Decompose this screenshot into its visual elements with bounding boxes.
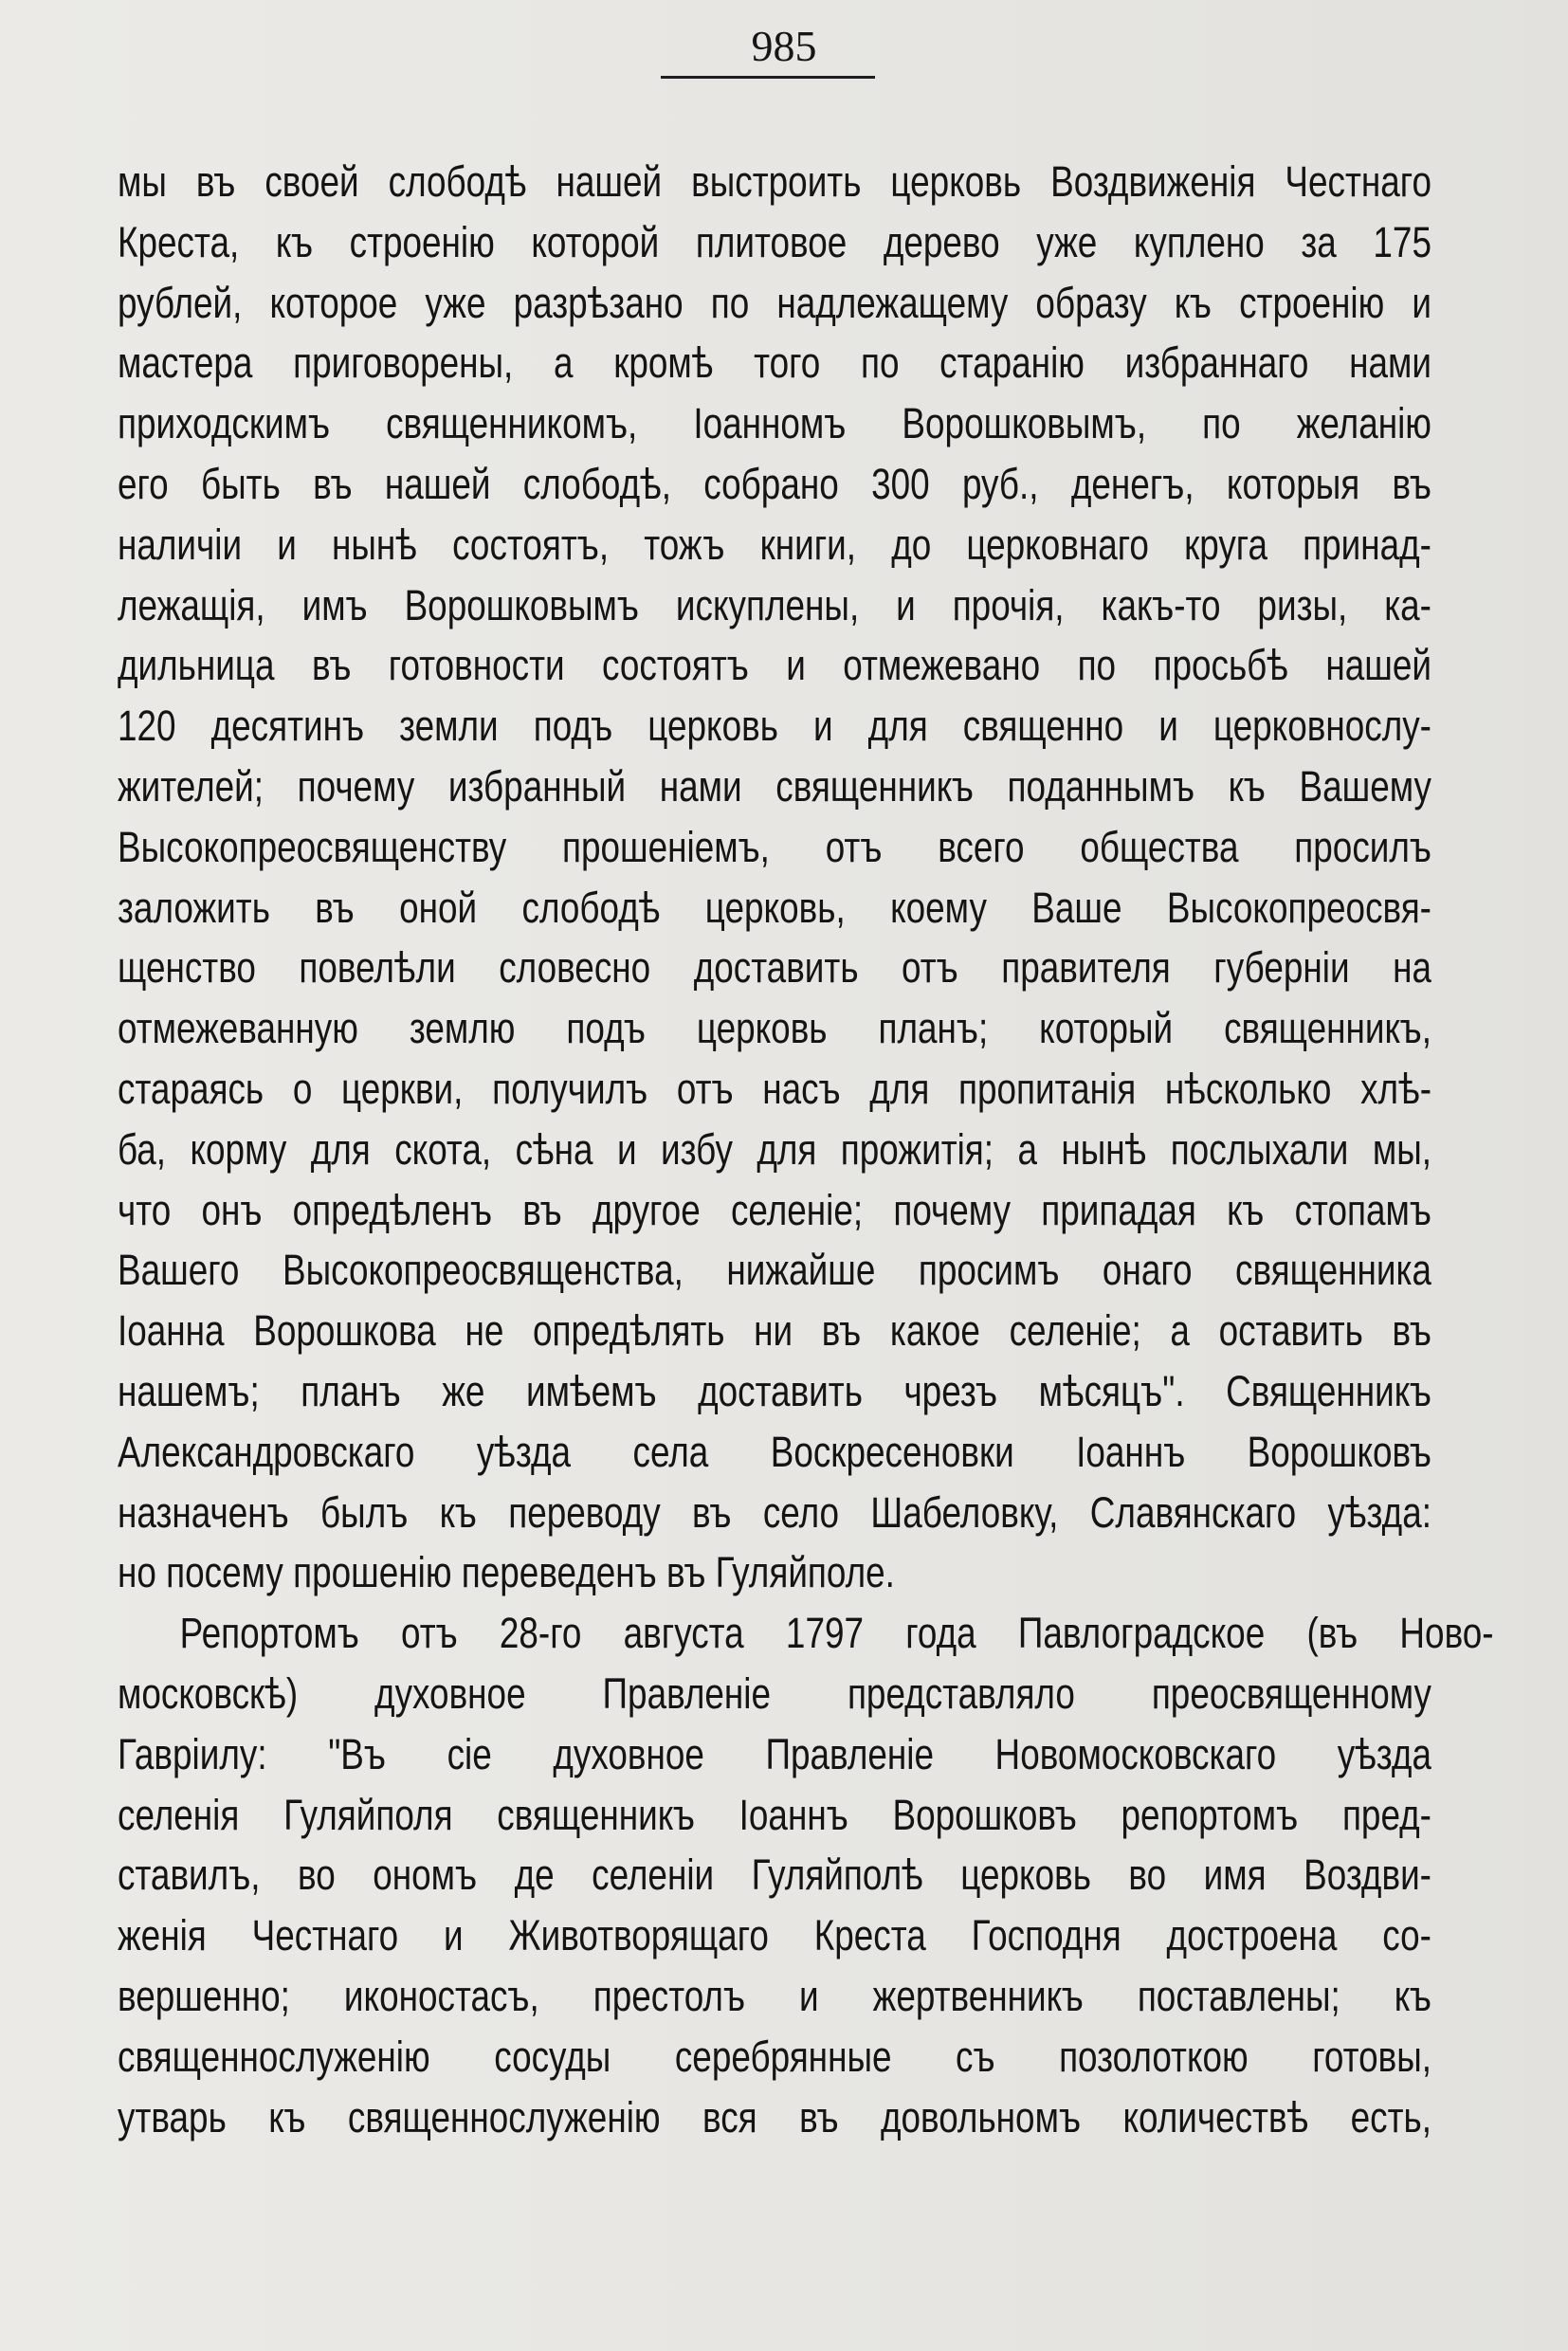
text-line: Высокопреосвященству прошеніемъ, отъ всего общества просилъ (118, 822, 1431, 871)
text-line: вершенно; иконостасъ, престолъ и жертвенникъ поставлены; къ (118, 1971, 1431, 2020)
text-line: наличіи и нынѣ состоятъ, тожъ книги, до церковнаго круга принад- (118, 519, 1431, 569)
text-line: мы въ своей слободѣ нашей выстроить церковь Воздвиженія Честнаго (118, 157, 1431, 206)
page-number-rule (661, 76, 875, 79)
text-line: Креста, къ строенію которой плитовое дерево уже куплено за 175 (118, 217, 1431, 266)
text-line: стараясь о церкви, получилъ отъ насъ для пропитанія нѣсколько хлѣ- (118, 1064, 1431, 1113)
text-line: его быть въ нашей слободѣ, собрано 300 руб., денегъ, которыя въ (118, 459, 1431, 508)
text-line: священнослуженію сосуды серебрянные съ позолоткою готовы, (118, 2032, 1431, 2081)
text-line: назначенъ былъ къ переводу въ село Шабеловку, Славянскаго уѣзда: (118, 1487, 1431, 1537)
text-line: женія Честнаго и Животворящаго Креста Господня достроена со- (118, 1911, 1431, 1960)
page-number: 985 (751, 22, 817, 70)
text-line: щенство повелѣли словесно доставить отъ правителя губерніи на (118, 943, 1431, 993)
text-line: московскѣ) духовное Правленіе представляло преосвященному (118, 1668, 1431, 1718)
text-line: ставилъ, во ономъ де селеніи Гуляйполѣ церковь во имя Воздви- (118, 1850, 1431, 1900)
text-line: рублей, которое уже разрѣзано по надлежащему образу къ строенію и (118, 278, 1431, 327)
text-line: Іоанна Ворошкова не опредѣлять ни въ какое селеніе; а оставить въ (118, 1306, 1431, 1356)
text-line: Вашего Высокопреосвященства, нижайше просимъ онаго священника (118, 1246, 1431, 1295)
text-line: заложить въ оной слободѣ церковь, коему Ваше Высокопреосвя- (118, 883, 1431, 932)
text-line: селенія Гуляйполя священникъ Іоаннъ Ворошковъ репортомъ пред- (118, 1790, 1431, 1839)
text-line: Александровскаго уѣзда села Воскресеновки Іоаннъ Ворошковъ (118, 1427, 1431, 1476)
text-line: утварь къ священнослуженію вся въ довольномъ количествѣ есть, (118, 2092, 1431, 2141)
text-line: отмежеванную землю подъ церковь планъ; который священникъ, (118, 1004, 1431, 1053)
text-line: приходскимъ священникомъ, Іоанномъ Ворошковымъ, по желанію (118, 399, 1431, 448)
text-line: жителей; почему избранный нами священникъ поданнымъ къ Вашему (118, 761, 1431, 811)
text-line: но посему прошенію переведенъ въ Гуляйполе. (118, 1548, 895, 1597)
text-line: ба, корму для скота, сѣна и избу для прожитія; а нынѣ послыхали мы, (118, 1124, 1431, 1174)
body-text (118, 152, 1494, 2147)
text-line: что онъ опредѣленъ въ другое селеніе; почему припадая къ стопамъ (118, 1185, 1431, 1234)
text-line: лежащія, имъ Ворошковымъ искуплены, и прочія, какъ-то ризы, ка- (118, 580, 1431, 629)
text-line: Гавріилу: "Въ сіе духовное Правленіе Новомосковскаго уѣзда (118, 1729, 1431, 1778)
text-line: дильница въ готовности состоятъ и отмежевано по просьбѣ нашей (118, 641, 1431, 690)
text-line: мастера приговорены, а кромѣ того по старанію избраннаго нами (118, 338, 1431, 388)
text-line: 120 десятинъ земли подъ церковь и для священно и церковнослу- (118, 702, 1431, 751)
text-line: нашемъ; планъ же имѣемъ доставить чрезъ мѣсяцъ". Священникъ (118, 1366, 1431, 1415)
text-line: Репортомъ отъ 28-го августа 1797 года Павлоградское (въ Ново- (179, 1609, 1494, 1658)
